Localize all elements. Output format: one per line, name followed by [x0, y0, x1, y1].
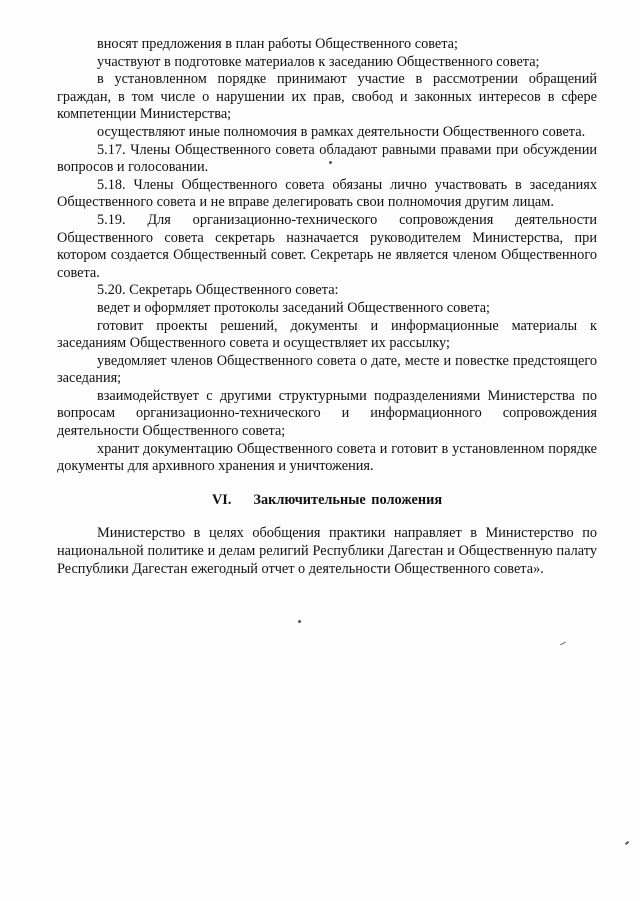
- paragraph: хранит документацию Общественного совета и готовит в установленном порядке документы для архивного хранения и уничтожения.: [57, 440, 597, 475]
- final-paragraph: Министерство в целях обобщения практики направляет в Министерство по национальной политике и делам религий Республики Дагестан и Общественную палату Республики Дагестан ежегодный отчет о деятельности Общественного совета».: [57, 525, 597, 577]
- paragraph: вносят предложения в план работы Общественного совета;: [97, 36, 458, 52]
- paragraph: в установленном порядке принимают участие в рассмотрении обращений граждан, в том числе о нарушении их прав, свобод и законных интересов в сфере компетенции Министерства;: [57, 71, 597, 123]
- scan-speck: [329, 161, 332, 164]
- section-heading: [57, 492, 597, 510]
- paragraph: 5.17. Члены Общественного совета обладают равными правами при обсуждении вопросов и голосовании.: [57, 141, 597, 176]
- scan-speck: [298, 620, 301, 623]
- document-body: [57, 36, 597, 578]
- paragraph: участвуют в подготовке материалов к заседанию Общественного совета;: [97, 53, 540, 70]
- scan-speck: [560, 642, 566, 646]
- paragraph: 5.19. Для организационно-технического сопровождения деятельности Общественного совета секретарь назначается руководителем Министерства, при котором создается Общественный совет. Секретарь не является членом Общественного совета.: [57, 211, 597, 281]
- paragraph: готовит проекты решений, документы и информационные материалы к заседаниям Общественного совета и осуществляет их рассылку;: [57, 317, 597, 352]
- paragraph: взаимодействует с другими структурными подразделениями Министерства по вопросам организационно-технического и информационного сопровождения деятельности Общественного совета;: [57, 387, 597, 440]
- paragraph: ведет и оформляет протоколы заседаний Общественного совета;: [97, 299, 491, 316]
- section-number: VI.: [211, 491, 232, 508]
- paragraph: 5.20. Секретарь Общественного совета:: [97, 282, 339, 299]
- section-title: Заключительные положения: [253, 491, 443, 508]
- paragraph: 5.18. Члены Общественного совета обязаны лично участвовать в заседаниях Общественного совета и не вправе делегировать свои полномочия другим лицам.: [57, 176, 597, 211]
- paragraph: уведомляет членов Общественного совета о дате, месте и повестке предстоящего заседания;: [57, 352, 597, 387]
- paragraph: осуществляют иные полномочия в рамках деятельности Общественного совета.: [97, 123, 586, 140]
- scan-speck: [625, 841, 629, 845]
